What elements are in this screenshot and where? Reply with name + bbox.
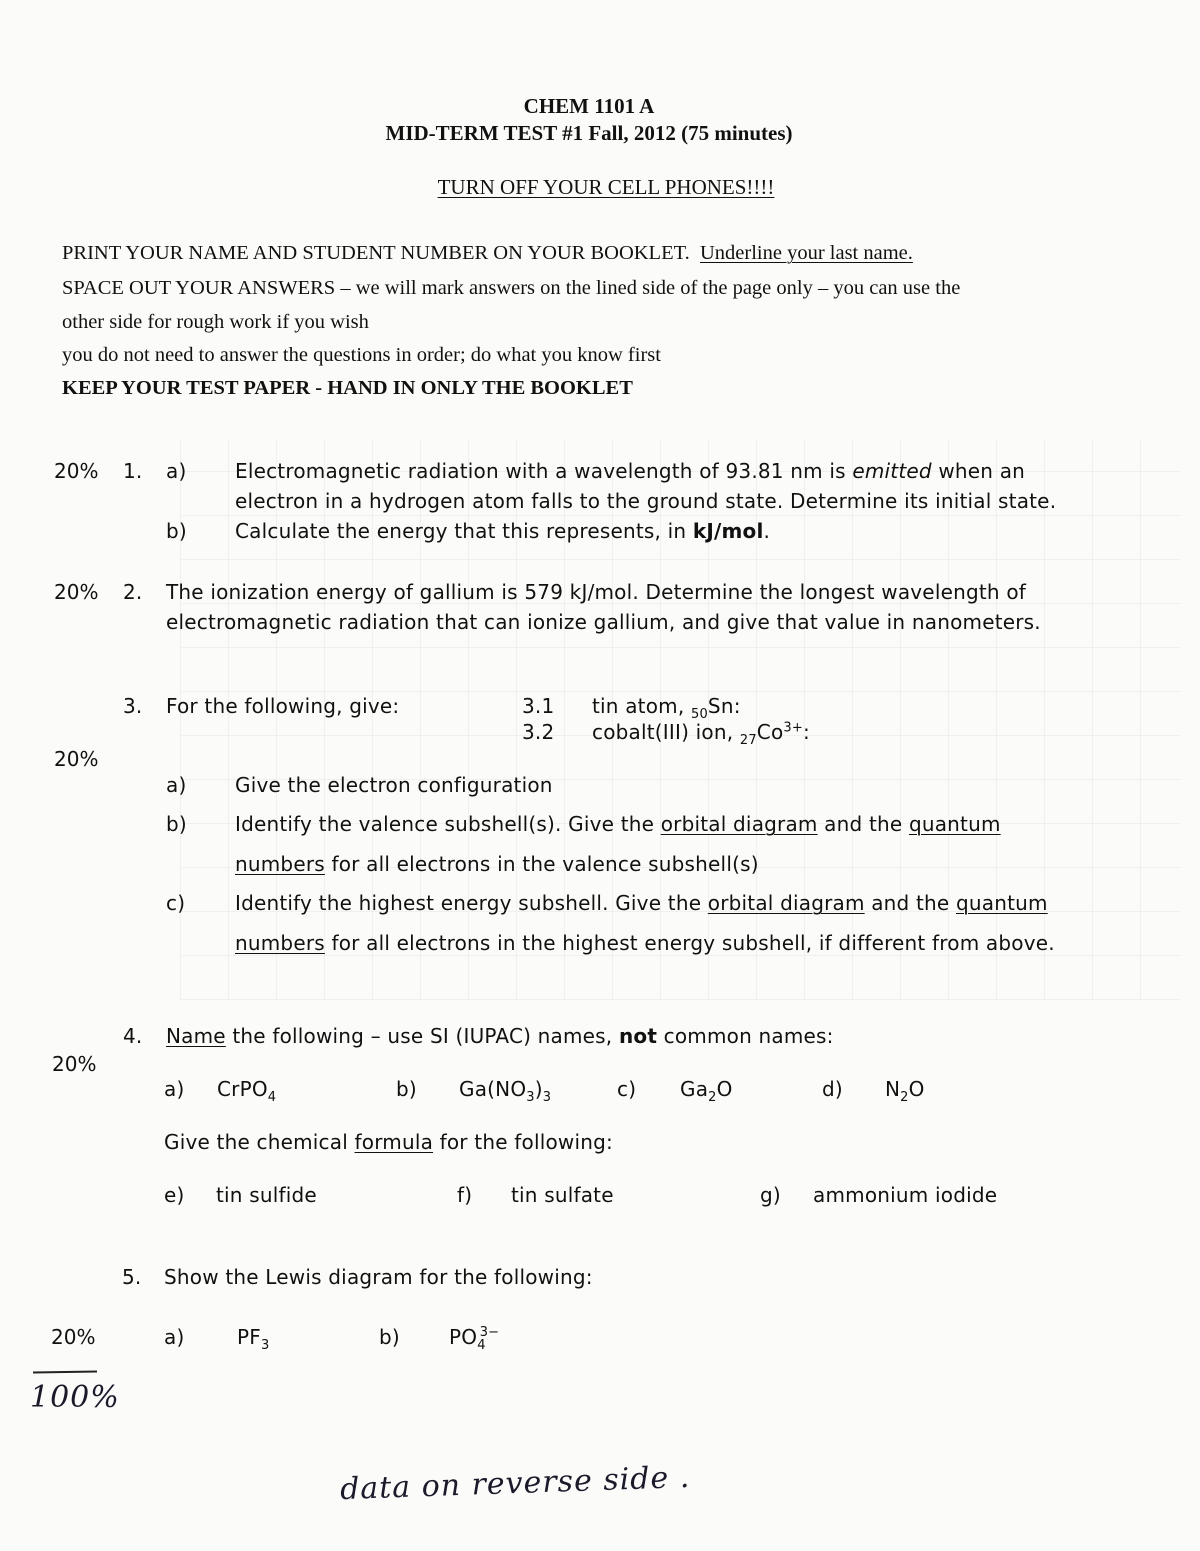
q5-a-label: a) [164,1325,185,1349]
q4-c-label: c) [617,1077,637,1101]
q3-a-text: Give the electron configuration [235,773,553,797]
q3-weight: 20% [54,747,99,771]
q4-b-formula: $Ga(NO_3)_3$ [459,1077,552,1105]
q4-intro: Name the following – use SI (IUPAC) names, not common names: [166,1024,834,1048]
q4-g-label: g) [760,1183,781,1207]
q3-item2-cobalt-ion: cobalt(III) ion, $_{27}Co^{3+}$: [592,720,810,748]
q5-a-formula: $PF_3$ [237,1325,270,1353]
q3-c-label: c) [166,891,186,915]
q3-intro: For the following, give: [166,694,400,718]
q4-a-formula: CrPO$_4$ [217,1077,277,1105]
cell-phone-notice: TURN OFF YOUR CELL PHONES!!!! [437,175,775,199]
q3-number: 3. [123,694,143,718]
q4-g-text: ammonium iodide [813,1183,998,1207]
q4-f-label: f) [457,1183,473,1207]
q4-f-text: tin sulfate [511,1183,614,1207]
q5-intro: Show the Lewis diagram for the following: [164,1265,593,1289]
q4-number: 4. [123,1024,143,1048]
course-title: CHEM 1101 A [523,94,655,118]
q4-a-label: a) [164,1077,185,1101]
instruction-rough-work: other side for rough work if you wish [62,311,369,333]
q1-number: 1. [123,459,143,483]
instruction-order: you do not need to answer the questions in order; do what you know first [62,344,661,366]
q3-b-text: Identify the valence subshell(s). Give the orbital diagram and the quantum [235,812,1001,836]
q5-weight: 20% [51,1325,96,1349]
q3-a-label: a) [166,773,187,797]
q3-b-label: b) [166,812,187,836]
q3-b-text-line2: numbers for all electrons in the valence subshell(s) [235,852,759,876]
instruction-space-out: SPACE OUT YOUR ANSWERS – we will mark answers on the lined side of the page only – you can use the [62,277,961,299]
q1-a-text-line2: electron in a hydrogen atom falls to the ground state. Determine its initial state. [235,489,1057,513]
q4-c-formula: $Ga_2O$ [680,1077,733,1105]
q1-a-label: a) [166,459,187,483]
test-title: MID-TERM TEST #1 Fall, 2012 (75 minutes) [385,121,793,145]
q4-e-label: e) [164,1183,185,1207]
instruction-keep-paper: KEEP YOUR TEST PAPER - HAND IN ONLY THE BOOKLET [62,377,633,399]
q1-b-label: b) [166,519,187,543]
q2-text-line2: electromagnetic radiation that can ionize gallium, and give that value in nanometers. [166,610,1041,634]
q4-e-text: tin sulfide [216,1183,317,1207]
q2-text: The ionization energy of gallium is 579 kJ/mol. Determine the longest wavelength of [166,580,1026,604]
q5-b-label: b) [379,1325,400,1349]
q2-weight: 20% [54,580,99,604]
q1-weight: 20% [54,459,99,483]
handwritten-note: data on reverse side . [339,1459,691,1508]
q2-number: 2. [123,580,143,604]
q4-b-label: b) [396,1077,417,1101]
total-underline [33,1370,97,1373]
q3-c-text-line2: numbers for all electrons in the highest energy subshell, if different from above. [235,931,1055,955]
instruction-print-name: PRINT YOUR NAME AND STUDENT NUMBER ON YOUR BOOKLET. Underline your last name. [62,242,913,264]
q5-b-formula: $PO_4^{3-}$ [449,1325,500,1353]
q4-d-formula: $N_2O$ [885,1077,925,1105]
handwritten-total: 100% [30,1380,120,1415]
q4-formula-intro: Give the chemical formula for the following: [164,1130,613,1154]
q3-item1-tin-atom: tin atom, $_{50}$Sn: [592,694,741,722]
q4-weight: 20% [52,1052,97,1076]
q3-item2-number: 3.2 [522,720,555,744]
q1-b-text: Calculate the energy that this represents, in kJ/mol. [235,519,771,543]
q5-number: 5. [122,1265,142,1289]
q4-d-label: d) [822,1077,843,1101]
q3-item1-number: 3.1 [522,694,555,718]
q1-a-text: Electromagnetic radiation with a wavelength of 93.81 nm is emitted when an [235,459,1026,483]
q3-c-text: Identify the highest energy subshell. Give the orbital diagram and the quantum [235,891,1048,915]
